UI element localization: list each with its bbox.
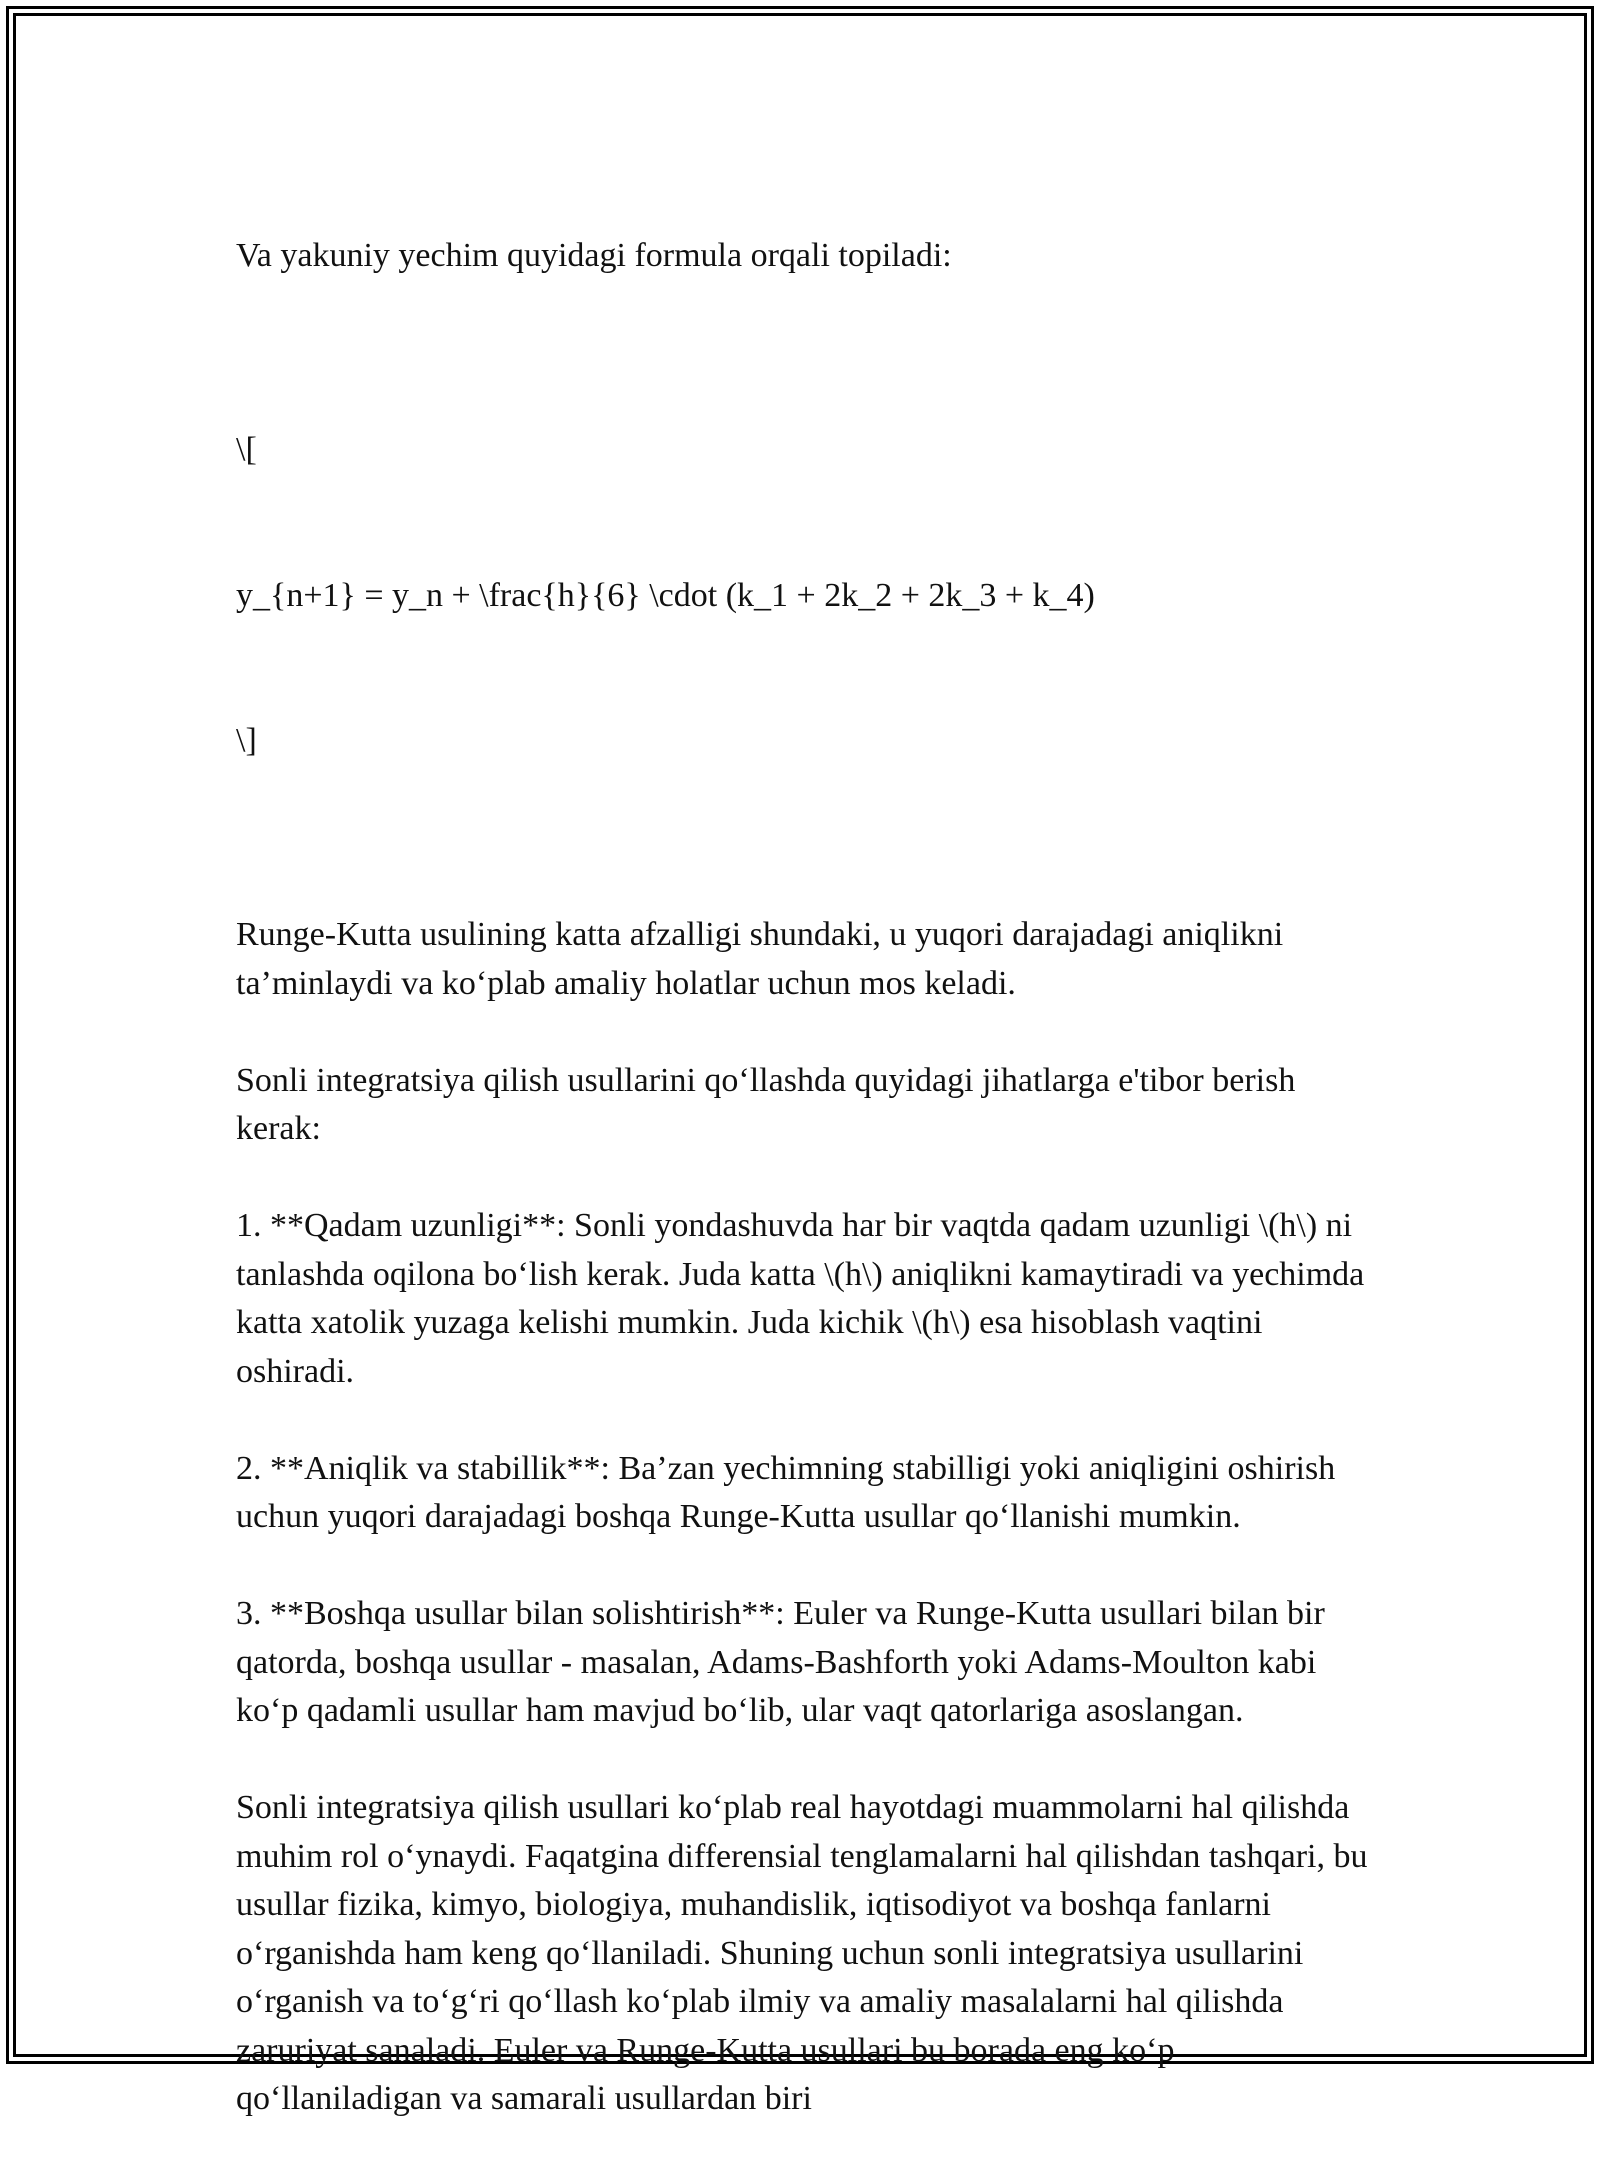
list-item-other-methods: 3. **Boshqa usullar bilan solishtirish**: Euler va Runge-Kutta usullari bilan bir qatorda, boshqa usullar - masalan, Adams-Bashforth yoki Adams-Moulton kabi ko‘p qadamli usullar ham mavjud bo‘lib, ular vaqt qatorlariga asoslangan. (236, 1595, 1334, 1729)
document-body (236, 232, 1376, 2172)
intro-paragraph: Va yakuniy yechim quyidagi formula orqali topiladi: (236, 237, 952, 274)
list-item-step-size: 1. **Qadam uzunligi**: Sonli yondashuvda har bir vaqtda qadam uzunligi \(h\) ni tanlashda oqilona bo‘lish kerak. Juda katta \(h\) aniqlikni kamaytiradi va yechimda katta xatolik yuzaga kelishi mumkin. Juda kichik \(h\) esa hisoblash vaqtini oshiradi. (236, 1207, 1373, 1390)
list-item-accuracy-stability: 2. **Aniqlik va stabillik**: Ba’zan yechimning stabilligi yoki aniqligini oshirish uchun yuqori darajadagi boshqa Runge-Kutta usullar qo‘llanishi mumkin. (236, 1449, 1344, 1535)
formula-close: \] (236, 722, 257, 759)
considerations-intro-paragraph: Sonli integratsiya qilish usullarini qo‘llashda quyidagi jihatlarga e'tibor berish kerak: (236, 1061, 1304, 1147)
advantage-paragraph: Runge-Kutta usulining katta afzalligi shundaki, u yuqori darajadagi aniqlikni ta’minlaydi va ko‘plab amaliy holatlar uchun mos keladi. (236, 916, 1292, 1002)
formula-open: \[ (236, 431, 257, 468)
conclusion-paragraph: Sonli integratsiya qilish usullari ko‘plab real hayotdagi muammolarni hal qilishda muhim rol o‘ynaydi. Faqatgina differensial tenglamalarni hal qilishdan tashqari, bu usullar fizika, kimyo, biologiya, muhandislik, iqtisodiyot va boshqa fanlarni o‘rganishda ham keng qo‘llaniladi. Shuning uchun sonli integratsiya usullarini o‘rganish va to‘g‘ri qo‘llash ko‘plab ilmiy va amaliy masalalarni hal qilishda zaruriyat sanaladi. Euler va Runge-Kutta usullari bu borada eng ko‘p qo‘llaniladigan va samarali usullardan biri (236, 1789, 1376, 2117)
formula-block (236, 329, 1376, 863)
formula-body: y_{n+1} = y_n + \frac{h}{6} \cdot (k_1 + 2k_2 + 2k_3 + k_4) (236, 576, 1095, 614)
